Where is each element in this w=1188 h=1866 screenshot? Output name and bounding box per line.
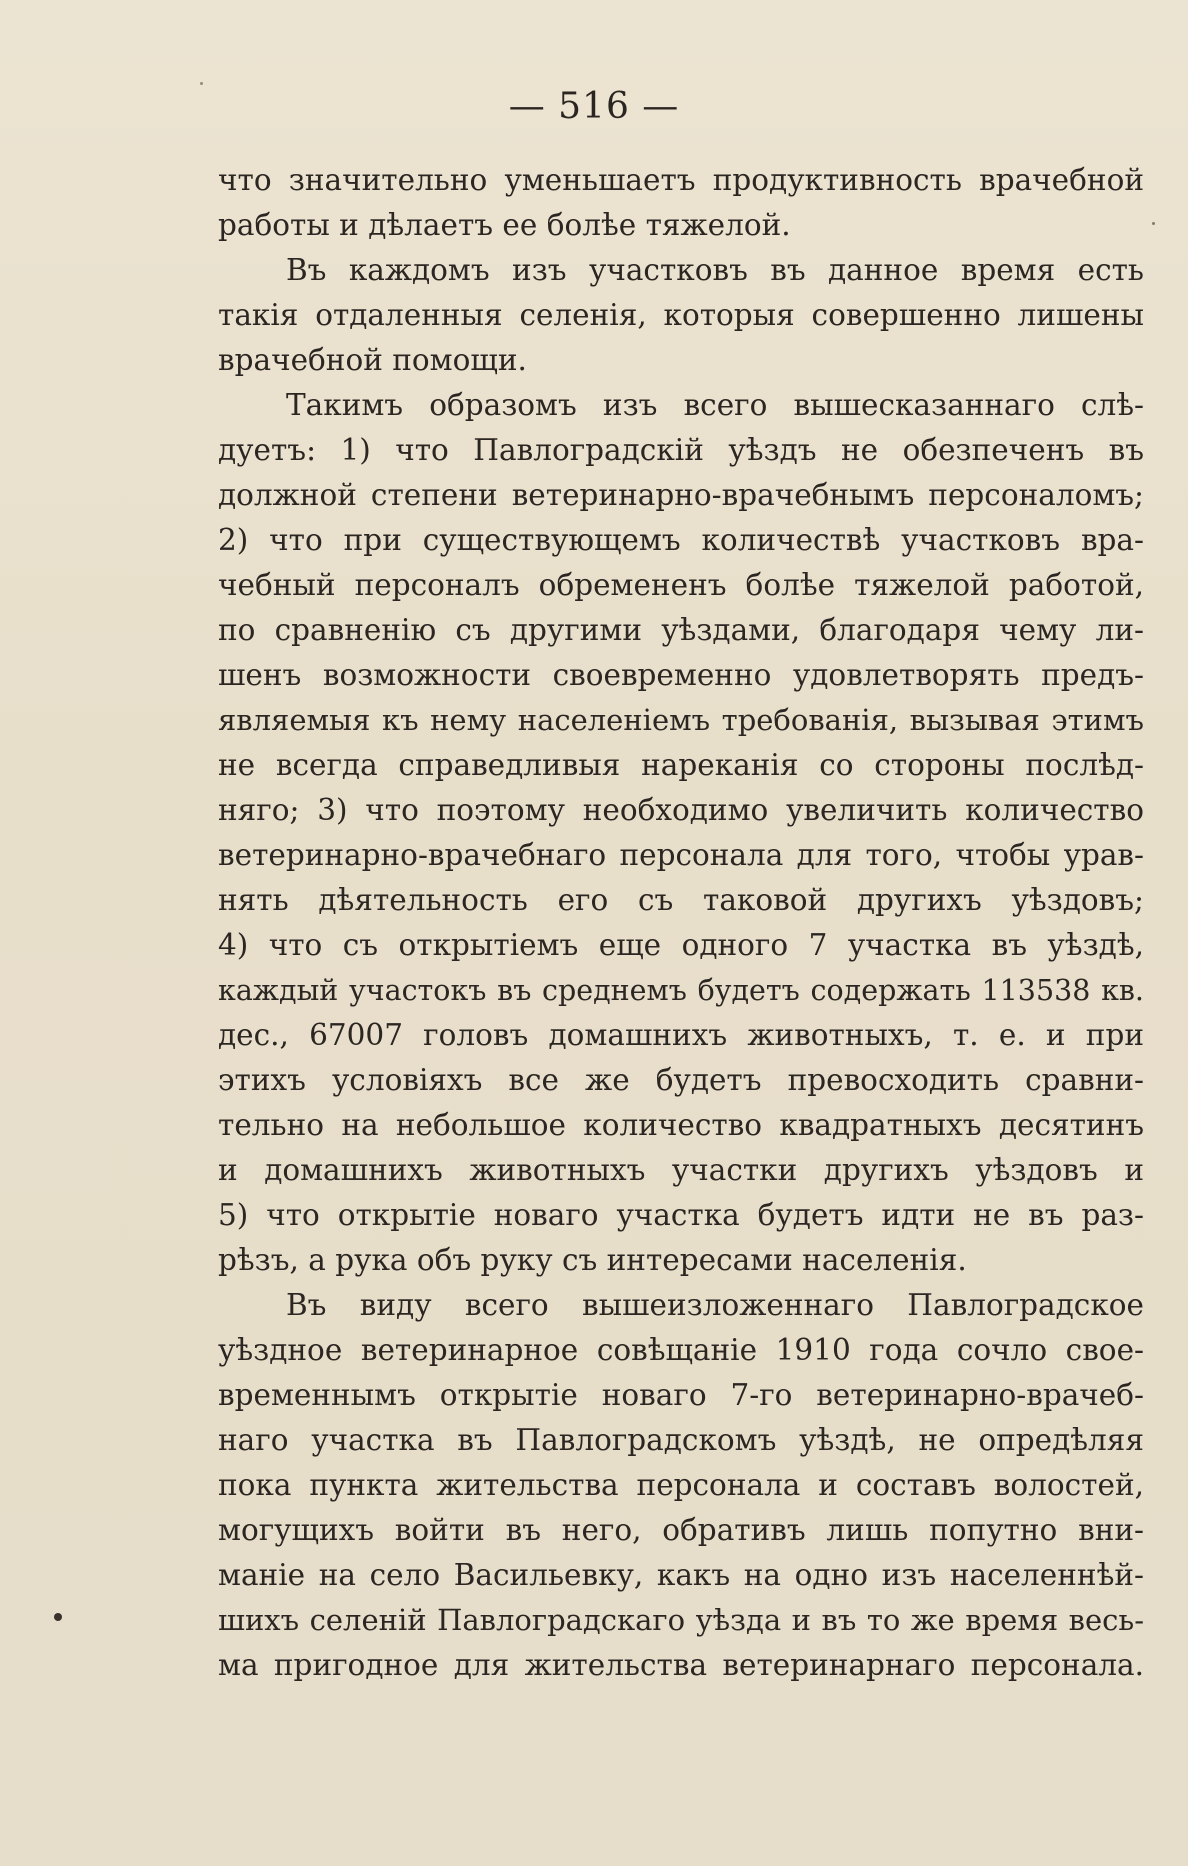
text-line: маніе на село Васильевку, какъ на одно изъ населеннѣй-: [218, 1558, 1144, 1592]
text-line: временнымъ открытіе новаго 7-го ветеринарно-врачеб-: [218, 1378, 1144, 1412]
text-line: 5) что открытіе новаго участка будетъ идти не въ раз-: [218, 1198, 1144, 1232]
text-line: что значительно уменьшаетъ продуктивность врачебной: [218, 163, 1144, 197]
text-line: каждый участокъ въ среднемъ будетъ содержать 113538 кв.: [218, 974, 1144, 1007]
text-line: 2) что при существующемъ количествѣ участковъ вра-: [218, 523, 1144, 557]
text-line: пока пункта жительства персонала и составъ волостей,: [218, 1468, 1144, 1502]
text-line: врачебной помощи.: [218, 343, 527, 377]
text-line: по сравненію съ другими уѣздами, благодаря чему ли-: [218, 613, 1144, 647]
text-line: Такимъ образомъ изъ всего вышесказаннаго слѣ-: [286, 388, 1144, 422]
text-line: этихъ условіяхъ все же будетъ превосходить сравни-: [218, 1063, 1144, 1097]
page-number: — 516 —: [508, 86, 680, 127]
text-line: дес., 67007 головъ домашнихъ животныхъ, т. е. и при: [218, 1018, 1144, 1052]
text-line: 4) что съ открытіемъ еще одного 7 участка въ уѣздѣ,: [218, 928, 1144, 962]
text-line: являемыя къ нему населеніемъ требованія, вызывая этимъ: [218, 703, 1144, 737]
text-line: Въ каждомъ изъ участковъ въ данное время есть: [286, 253, 1144, 287]
text-line: няго; 3) что поэтому необходимо увеличить количество: [218, 793, 1144, 827]
text-line: нять дѣятельность его съ таковой другихъ уѣздовъ;: [218, 883, 1144, 917]
text-line: могущихъ войти въ него, обративъ лишь попутно вни-: [218, 1513, 1144, 1547]
text-line: ма пригодное для жительства ветеринарнаго персонала.: [218, 1648, 1144, 1682]
text-line: чебный персоналъ обремененъ болѣе тяжелой работой,: [218, 568, 1144, 602]
ink-speck: [54, 1613, 62, 1621]
ink-speck: [200, 82, 203, 85]
text-line: тельно на небольшое количество квадратныхъ десятинъ: [218, 1108, 1144, 1142]
text-line: дуетъ: 1) что Павлоградскій уѣздъ не обезпеченъ въ: [218, 433, 1144, 467]
text-line: уѣздное ветеринарное совѣщаніе 1910 года сочло свое-: [218, 1333, 1144, 1367]
text-line: Въ виду всего вышеизложеннаго Павлоградское: [286, 1288, 1144, 1322]
text-line: такія отдаленныя селенія, которыя совершенно лишены: [218, 298, 1144, 332]
text-line: не всегда справедливыя нареканія со стороны послѣд-: [218, 748, 1144, 782]
text-line: шихъ селеній Павлоградскаго уѣзда и въ то же время весь-: [218, 1603, 1144, 1637]
text-line: должной степени ветеринарно-врачебнымъ персоналомъ;: [218, 478, 1144, 512]
text-line: работы и дѣлаетъ ее болѣе тяжелой.: [218, 208, 791, 242]
text-line: рѣзъ, а рука объ руку съ интересами населенія.: [218, 1243, 967, 1277]
text-line: наго участка въ Павлоградскомъ уѣздѣ, не опредѣляя: [218, 1423, 1144, 1457]
text-line: ветеринарно-врачебнаго персонала для того, чтобы урав-: [218, 838, 1144, 872]
ink-speck: [1152, 222, 1155, 225]
text-line: и домашнихъ животныхъ участки другихъ уѣздовъ и: [218, 1153, 1144, 1187]
text-line: шенъ возможности своевременно удовлетворять предъ-: [218, 658, 1144, 692]
body-text: [218, 158, 1144, 1688]
